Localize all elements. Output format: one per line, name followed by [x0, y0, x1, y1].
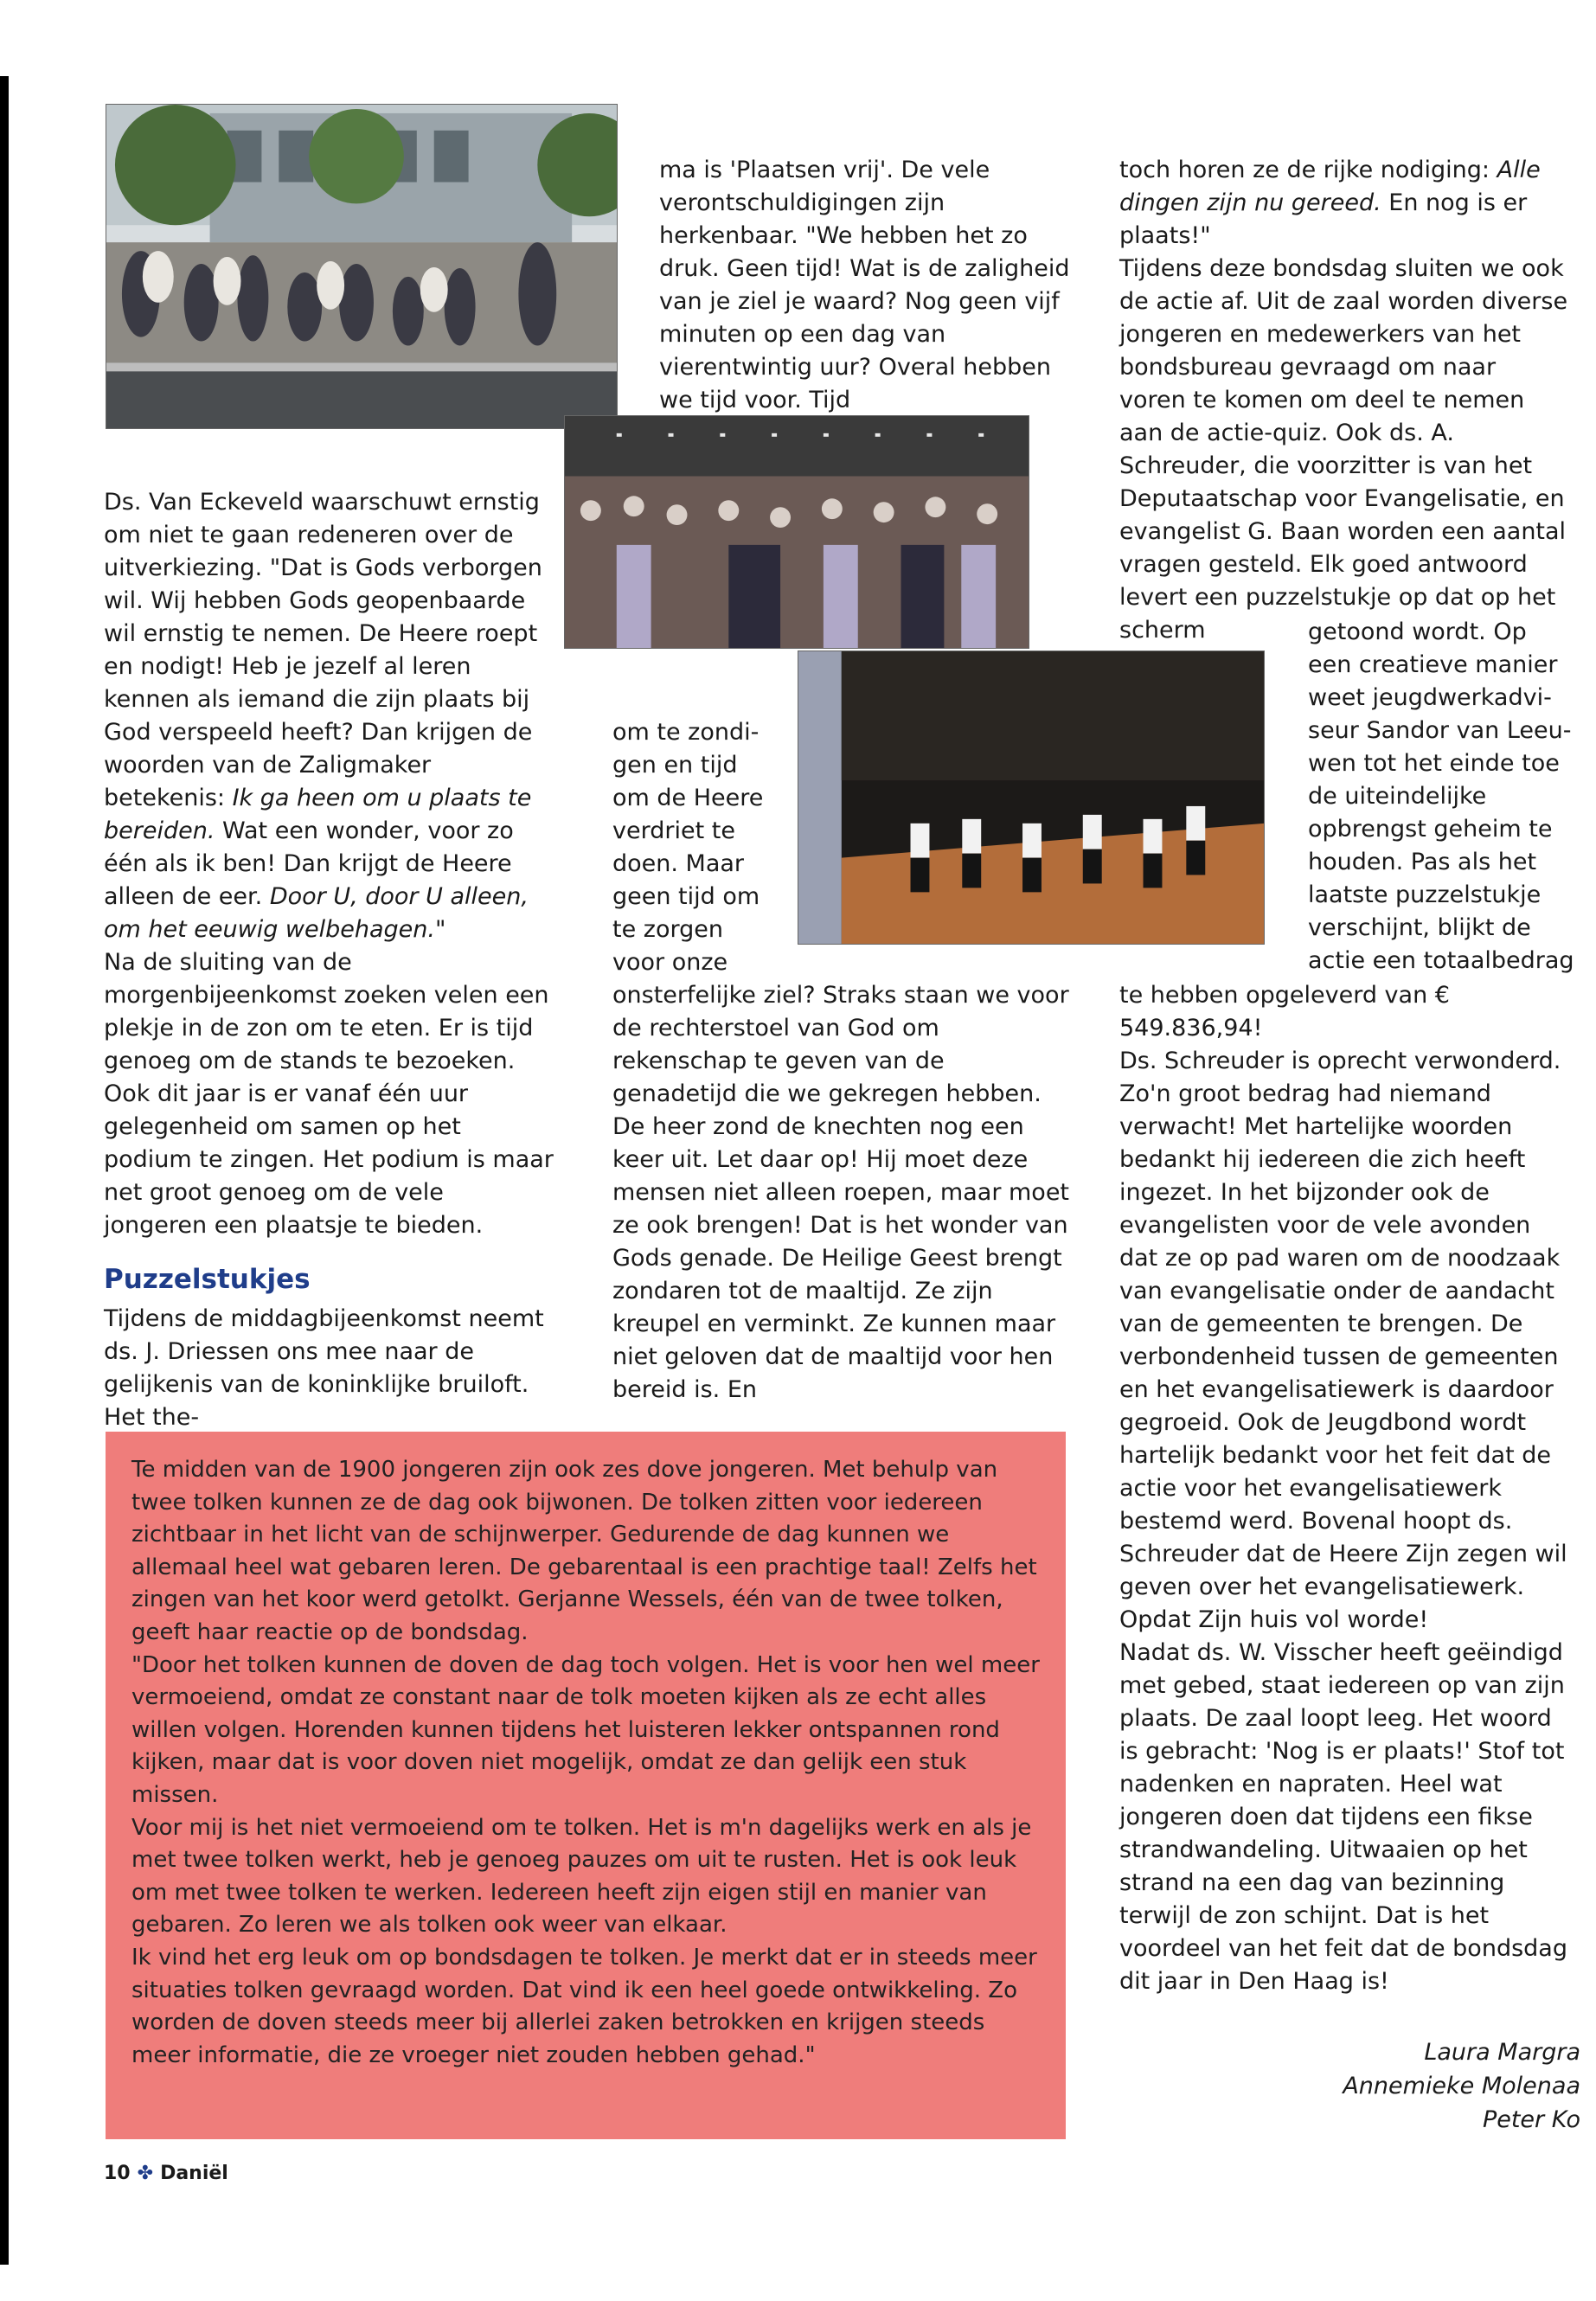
- col3-line: weet jeugdwerkadvi-: [1308, 684, 1552, 711]
- box-paragraph-1: Te midden van de 1900 jongeren zijn ook zes dove jongeren. Met behulp van twee tolken kunnen ze de dag ook bijwonen. De tolken zitten voor iedereen zichtbaar in het licht van de schijnwerper. Gedurende de dag kunnen we allemaal heel wat gebaren leren. De gebarentaal is een prachtige taal! Zelfs het zingen van het koor werd getolkt. Gerjanne Wessels, één van de twee tolken, geeft haar reactie op de bondsdag.: [131, 1457, 1037, 1645]
- col3-line: opbrengst geheim te: [1308, 816, 1553, 843]
- box-paragraph-2: "Door het tolken kunnen de doven de dag toch volgen. Het is voor hen wel meer vermoeiend, omdat ze constant naar de tolk moeten kijken als ze echt alles willen volgen. Horenden kunnen tijdens het luisteren lekker ontspannen rond kijken, maar dat is voor doven niet mogelijk, omdat ze dan gelijk een stuk missen.: [131, 1651, 1040, 1808]
- col3-paragraph-1: toch horen ze de rijke nodiging: Alle dingen zijn nu gereed. En nog is er plaats!": [1119, 157, 1541, 249]
- photo-audience-hall: [564, 415, 1029, 649]
- col1-paragraph-2: Na de sluiting van de morgenbijeenkomst zoeken velen een plekje in de zon om te eten. Er is tijd genoeg om de stands te bezoeken. Ook dit jaar is er vanaf één uur gelegenheid om samen op het podium te zingen. Het podium is maar net groot genoeg om de vele jongeren een plaatsje te bieden.: [104, 949, 554, 1239]
- col1-paragraph-1: Ds. Van Eckeveld waarschuwt ernstig om niet te gaan redeneren over de uitverkiezing. "Dat is Gods verborgen wil. Wij hebben Gods geopenbaarde wil ernstig te nemen. De Heere roept en nodigt! Heb je jezelf al leren kennen als iemand die zijn plaats bij God verspeeld heeft? Dan krijgen de woorden van de Zaligmaker betekenis: Ik ga heen om u plaats te bereiden. Wat een wonder, voor zo één als ik ben! Dan krijgt de Heere alleen de eer. Door U, door U alleen, om het eeuwig welbehagen.": [104, 489, 542, 943]
- col1-paragraph-3: Tijdens de middagbijeenkomst neemt ds. J. Driessen ons mee naar de gelijkenis van de koninklijke bruiloft. Het the-: [104, 1305, 544, 1431]
- left-edge-bar: [0, 76, 9, 2265]
- author-name: Peter Ko: [1482, 2106, 1580, 2133]
- column-3-bottom: [1119, 979, 1569, 1998]
- col3-line: seur Sandor van Leeu-: [1308, 717, 1572, 744]
- col2-line: om de Heere: [612, 785, 764, 811]
- column-1: [104, 486, 554, 1434]
- interpreter-box: [106, 1432, 1066, 2139]
- col3-line: actie een totaalbedrag: [1308, 947, 1574, 974]
- col2-line: verdriet te: [612, 817, 735, 844]
- col2-line: geen tijd om: [612, 883, 760, 910]
- col3-line: de uiteindelijke: [1308, 783, 1487, 810]
- col3-paragraph-2: Tijdens deze bondsdag sluiten we ook de actie af. Uit de zaal worden diverse jongeren en medewerkers van het bondsbureau gevraagd om naar voren te komen om deel te nemen aan de actie-quiz. Ook ds. A. Schreuder, die voorzitter is van het Deputaatschap voor Evangelisatie, en evangelist G. Baan worden een aantal vragen gesteld. Elk goed antwoord levert een puzzelstukje op dat op het scherm: [1119, 255, 1568, 644]
- box-paragraph-3: Voor mij is het niet vermoeiend om te tolken. Het is m'n dagelijks werk en als je met twee tolken werkt, heb je genoeg pauzes om uit te rusten. Het is ook leuk om met twee tolken te werken. Iedereen heeft zijn eigen stijl en manier van gebaren. Zo leren we als tolken ook weer van elkaar.: [131, 1814, 1032, 1939]
- author-name: Laura Margra: [1424, 2039, 1580, 2066]
- col3-line: getoond wordt. Op: [1308, 619, 1527, 645]
- magazine-name: Daniël: [160, 2163, 228, 2184]
- col3-paragraph-5: Nadat ds. W. Visscher heeft geëindigd met gebed, staat iedereen op van zijn plaats. De zaal loopt leeg. Het woord is gebracht: 'Nog is er plaats!' Stof tot nadenken en napraten. Heel wat jongeren doen dat tijdens een fikse strandwandeling. Uitwaaien op het strand na een dag van bezinning terwijl de zon schijnt. Dat is het voordeel van het feit dat de bondsdag dit jaar in Den Haag is!: [1119, 1639, 1567, 1995]
- daniel-logo-icon: ✤: [137, 2163, 154, 2184]
- box-paragraph-4: Ik vind het erg leuk om op bondsdagen te tolken. Je merkt dat er in steeds meer situaties tolken gevraagd worden. Dat vind ik een heel goede ontwikkeling. Zo worden de doven steeds meer bij allerlei zaken betrokken en krijgen steeds meer informatie, die ze vroeger niet zouden hebben gehad.": [131, 1944, 1037, 2068]
- col2-top-text: ma is 'Plaatsen vrij'. De vele verontschuldigingen zijn herkenbaar. "We hebben het zo druk. Geen tijd! Wat is de zaligheid van je ziel je waard? Nog geen vijf minuten op een dag van vierentwintig uur? Overal hebben we tijd voor. Tijd: [659, 157, 1070, 413]
- col3-paragraph-3: te hebben opgeleverd van € 549.836,94!: [1119, 982, 1450, 1042]
- col2-line: doen. Maar: [612, 850, 745, 877]
- col2-bottom-text: onsterfelijke ziel? Straks staan we voor de rechterstoel van God om rekenschap te geven van de genadetijd die we gekregen hebben. De heer zond de knechten nog een keer uit. Let daar op! Hij moet deze mensen niet alleen roepen, maar moet ze ook brengen! Dat is het wonder van Gods genade. De Heilige Geest brengt zondaren tot de maaltijd. Ze zijn kreupel en verminkt. Ze kunnen maar niet geloven dat de maaltijd voor hen bereid is. En: [612, 982, 1070, 1403]
- page-footer: [104, 2163, 228, 2184]
- column-2-top: [659, 154, 1070, 417]
- col3-line: verschijnt, blijkt de: [1308, 914, 1531, 941]
- col2-line: gen en tijd: [612, 752, 738, 779]
- author-signature: [1343, 2035, 1580, 2137]
- col2-line: te zorgen: [612, 916, 723, 943]
- column-2-bottom: [612, 979, 1071, 1407]
- col2-line: om te zondi-: [612, 719, 760, 746]
- col3-line: een creatieve manier: [1308, 651, 1558, 678]
- section-heading: Puzzelstukjes: [104, 1264, 311, 1295]
- column-2-narrow: [612, 716, 785, 979]
- photo-outdoor-crowd: [106, 104, 618, 429]
- page-number: 10: [104, 2163, 131, 2184]
- col2-line: voor onze: [612, 949, 728, 976]
- col3-line: laatste puzzelstukje: [1308, 881, 1542, 908]
- author-name: Annemieke Molenaa: [1343, 2073, 1580, 2099]
- column-3-top: [1119, 154, 1569, 647]
- col3-line: houden. Pas als het: [1308, 849, 1537, 875]
- col3-line: wen tot het einde toe: [1308, 750, 1560, 777]
- col3-paragraph-4: Ds. Schreuder is oprecht verwonderd. Zo'n groot bedrag had niemand verwacht! Met hartelijke woorden bedankt hij iedereen die zich heeft ingezet. In het bijzonder ook de evangelisten voor de vele avonden dat ze op pad waren om de noodzaak van evangelisatie onder de aandacht van de gemeenten te brengen. De verbondenheid tussen de gemeenten en het evangelisatiewerk is daardoor gegroeid. Ook de Jeugdbond wordt hartelijk bedankt voor het feit dat de actie voor het evangelisatiewerk bestemd werd. Bovenal hoopt ds. Schreuder dat de Heere Zijn zegen wil geven over het evangelisatiewerk. Opdat Zijn huis vol worde!: [1119, 1048, 1567, 1633]
- photo-orchestra-stage: [798, 651, 1265, 945]
- column-3-narrow: [1308, 616, 1576, 977]
